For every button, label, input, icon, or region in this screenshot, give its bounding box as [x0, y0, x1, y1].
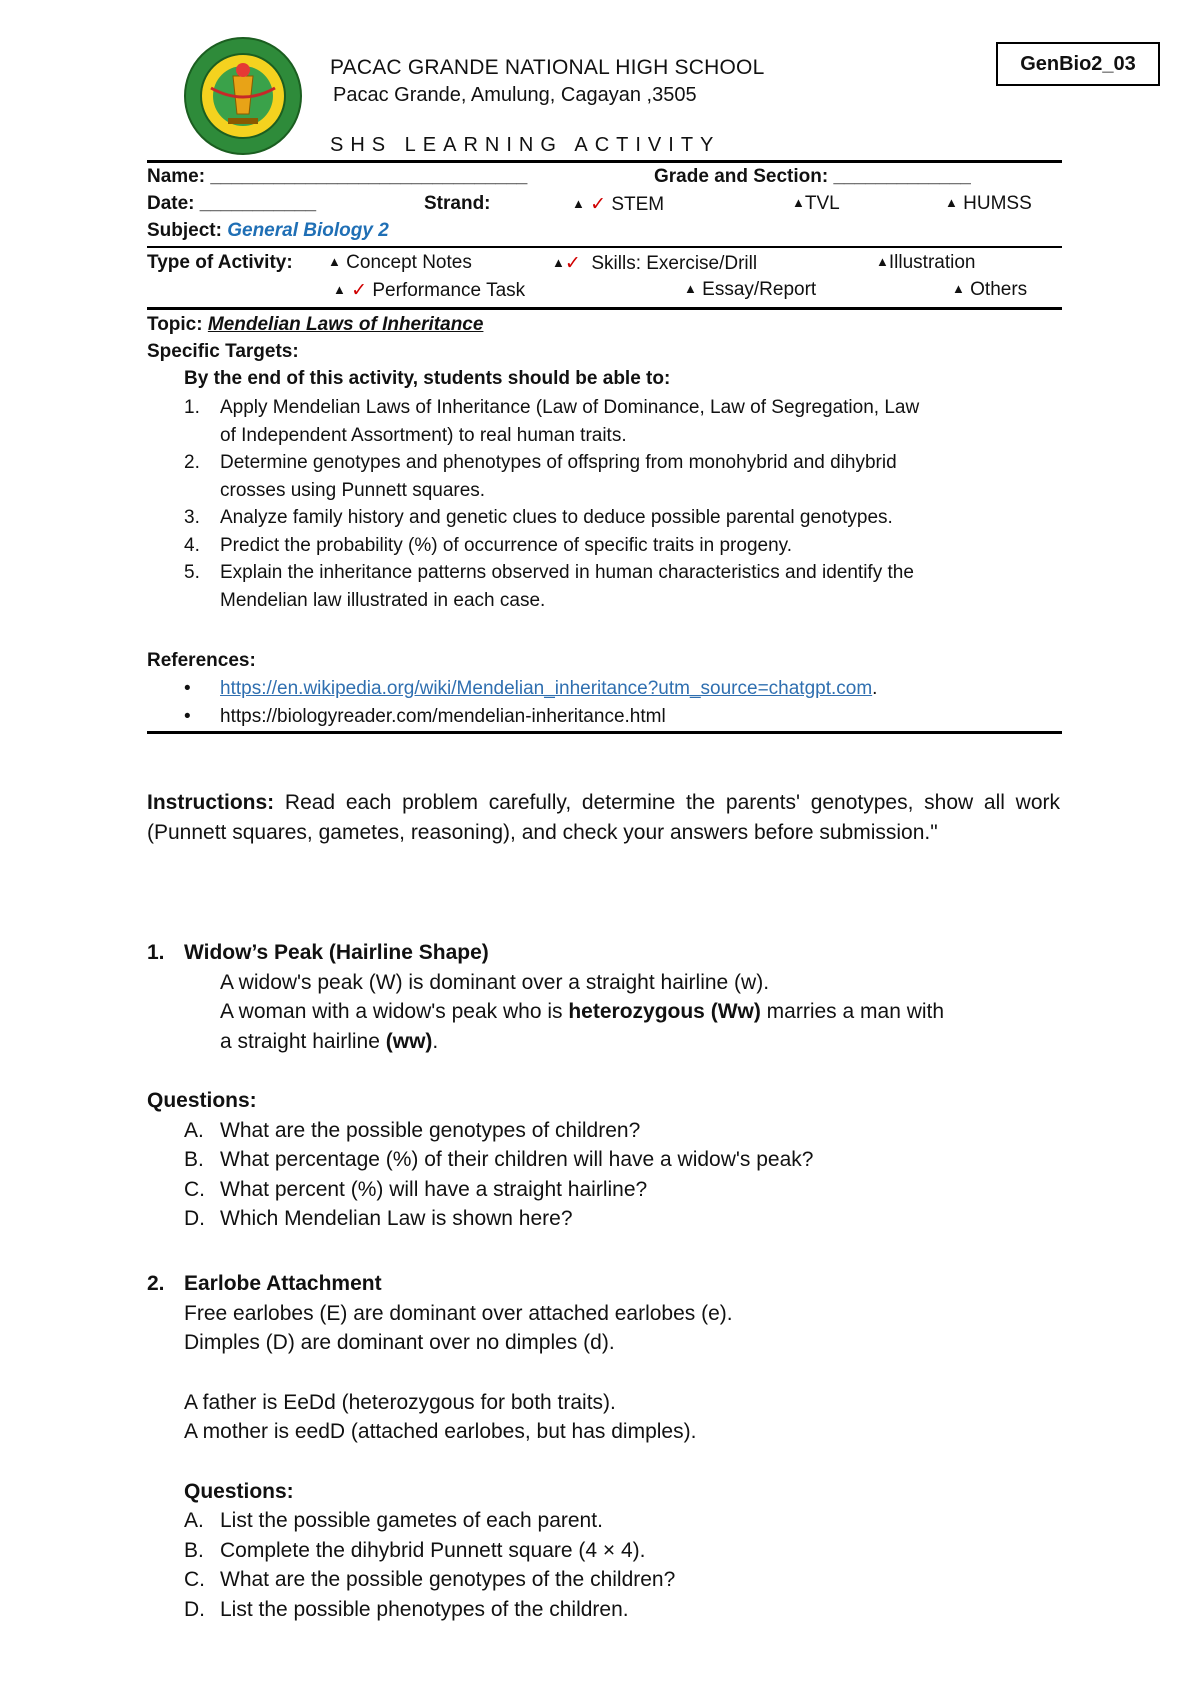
list-item: B. Complete the dihybrid Punnett square (4 × 4). — [184, 1538, 646, 1562]
problem-text: Free earlobes (E) are dominant over attached earlobes (e). — [184, 1301, 733, 1325]
list-item: A. What are the possible genotypes of children? — [184, 1118, 641, 1142]
bullet-icon: • — [184, 705, 191, 727]
questions-list — [184, 1506, 1060, 1624]
strand-option-humss[interactable]: ▲ HUMSS — [945, 193, 1032, 214]
name-line[interactable]: ______________________________ — [210, 166, 528, 187]
reference-link[interactable]: https://biologyreader.com/mendelian-inheritance.html — [220, 705, 666, 727]
subject-value: General Biology 2 — [227, 220, 389, 241]
list-item: 1. Apply Mendelian Laws of Inheritance (Law of Dominance, Law of Segregation, Law of Independent Assortment) to real human traits. — [184, 397, 920, 446]
check-mark-icon: ✓ — [590, 194, 607, 215]
checkbox-icon: ▲ — [952, 281, 965, 296]
type-option-others[interactable]: ▲ Others — [952, 279, 1028, 300]
type-option-skills[interactable]: ▲✓ Skills: Exercise/Drill — [552, 253, 758, 274]
references-label: References: — [147, 650, 256, 671]
divider — [147, 160, 1062, 163]
reference-link[interactable]: https://en.wikipedia.org/wiki/Mendelian_inheritance?utm_source=chatgpt.com — [220, 678, 873, 699]
list-item: • https://en.wikipedia.org/wiki/Mendelian_inheritance?utm_source=chatgpt.com. — [184, 675, 1064, 703]
date-line[interactable]: ___________ — [199, 193, 317, 214]
problem-text: Dimples (D) are dominant over no dimples (d). — [184, 1331, 615, 1354]
strand-label: Strand: — [424, 193, 491, 214]
targets-intro: By the end of this activity, students should be able to: — [184, 368, 671, 389]
subject-label: Subject: — [147, 220, 222, 241]
problem-text: A father is EeDd (heterozygous for both traits). — [184, 1390, 616, 1414]
problem-text: A mother is eedD (attached earlobes, but has dimples). — [184, 1420, 697, 1443]
grade-label: Grade and Section: — [654, 166, 829, 187]
problem-title: Earlobe Attachment — [184, 1272, 382, 1295]
name-label: Name: — [147, 166, 206, 187]
date-strand-row — [147, 193, 1062, 215]
references-list — [184, 675, 1064, 730]
instructions-text: Read each problem carefully, determine the parents' genotypes, show all work (Punnett squares, gametes, reasoning), and check your answers before submission." — [147, 791, 1060, 844]
questions-label: Questions: — [184, 1479, 294, 1503]
questions-label: Questions: — [147, 1089, 257, 1112]
type-option-performance-task[interactable]: ▲ ✓ Performance Task — [333, 280, 526, 301]
list-item: C. What are the possible genotypes of the children? — [184, 1568, 676, 1591]
bullet-icon: • — [184, 678, 191, 699]
strand-option-stem[interactable]: ▲ ✓ STEM — [572, 194, 665, 215]
instructions-label: Instructions: — [147, 791, 275, 814]
topic-value: Mendelian Laws of Inheritance — [207, 314, 484, 335]
list-item: A. List the possible gametes of each parent. — [184, 1509, 603, 1532]
list-item: 3. Analyze family history and genetic clues to deduce possible parental genotypes. — [184, 507, 893, 528]
school-name: PACAC GRANDE NATIONAL HIGH SCHOOL — [330, 56, 765, 79]
strand-option-tvl[interactable]: ▲TVL — [792, 193, 840, 214]
type-label: Type of Activity: — [147, 252, 293, 273]
check-mark-icon: ✓ — [564, 253, 581, 274]
list-item: C. What percent (%) will have a straight hairline? — [184, 1177, 648, 1201]
list-item: 4. Predict the probability (%) of occurrence of specific traits in progeny. — [184, 534, 793, 556]
problem-text: A widow's peak (W) is dominant over a straight hairline (w). — [220, 970, 770, 994]
topic-label: Topic: — [147, 314, 203, 335]
problem-title: Widow’s Peak (Hairline Shape) — [184, 941, 489, 964]
school-logo — [183, 36, 303, 156]
checkbox-icon: ▲ — [876, 254, 889, 269]
check-mark-icon: ✓ — [351, 280, 368, 301]
activity-code: GenBio2_03 — [1020, 52, 1136, 75]
type-option-illustration[interactable]: ▲Illustration — [876, 252, 976, 273]
list-item: D. Which Mendelian Law is shown here? — [184, 1207, 573, 1230]
activity-title: SHS LEARNING ACTIVITY — [330, 134, 721, 156]
questions-list — [147, 1116, 1060, 1234]
name-row — [147, 166, 1062, 188]
school-address: Pacac Grande, Amulung, Cagayan ,3505 — [333, 84, 697, 106]
problem-2: 2. Earlobe Attachment Free earlobes (E) are dominant over attached earlobes (e). Dimples (D) are dominant over no dimples (d). A father is EeDd (heterozygous for both traits). A mother is eedD (attached earlobes, but has dimples). Questions: A. List the possible gametes of each parent. B. Complete the dihybrid Punnett square (4 × 4). C. What are the possible genotypes of the children? D. List the possible phenotypes of the children. — [147, 1269, 1060, 1624]
activity-type-row-1 — [147, 252, 1062, 274]
checkbox-icon: ▲ — [333, 282, 346, 297]
list-item: 2. Determine genotypes and phenotypes of offspring from monohybrid and dihybrid crosses using Punnett squares. — [184, 452, 897, 501]
divider — [147, 246, 1062, 248]
problem-text: A woman with a widow's peak who is heterozygous (Ww) marries a man with — [220, 1000, 945, 1023]
date-label: Date: — [147, 193, 195, 214]
checkbox-icon: ▲ — [572, 196, 585, 211]
checkbox-icon: ▲ — [684, 281, 697, 296]
checkbox-icon: ▲ — [945, 195, 958, 210]
instructions — [147, 788, 1060, 847]
list-item: D. List the possible phenotypes of the children. — [184, 1597, 629, 1621]
list-item: B. What percentage (%) of their children will have a widow's peak? — [184, 1148, 814, 1171]
divider — [147, 307, 1062, 310]
type-option-essay-report[interactable]: ▲ Essay/Report — [684, 279, 817, 300]
checkbox-icon: ▲ — [792, 195, 805, 210]
grade-line[interactable]: _____________ — [833, 166, 971, 187]
checkbox-icon: ▲ — [328, 254, 341, 269]
type-option-concept-notes[interactable]: ▲ Concept Notes — [328, 252, 472, 273]
list-item — [184, 703, 1064, 731]
subject-row — [147, 220, 1062, 242]
problem-1: 1. Widow’s Peak (Hairline Shape) A widow's peak (W) is dominant over a straight hairline (w). A woman with a widow's peak who is heterozygous (Ww) marries a man with a straight hairline (ww). Questions: A. What are the possible genotypes of children? B. What percentage (%) of their children will have a widow's peak? C. What percent (%) will have a straight hairline? D. Which Mendelian Law is shown here? — [147, 938, 1060, 1234]
problem-text: a straight hairline (ww). — [220, 1029, 439, 1053]
divider — [147, 731, 1062, 734]
targets-label: Specific Targets: — [147, 341, 299, 362]
targets-list — [184, 394, 1064, 614]
checkbox-icon: ▲ — [552, 255, 565, 270]
list-item: 5. Explain the inheritance patterns observed in human characteristics and identify the Mendelian law illustrated in each case. — [184, 562, 914, 611]
activity-code-box — [996, 42, 1160, 86]
topic-row — [147, 314, 1062, 336]
